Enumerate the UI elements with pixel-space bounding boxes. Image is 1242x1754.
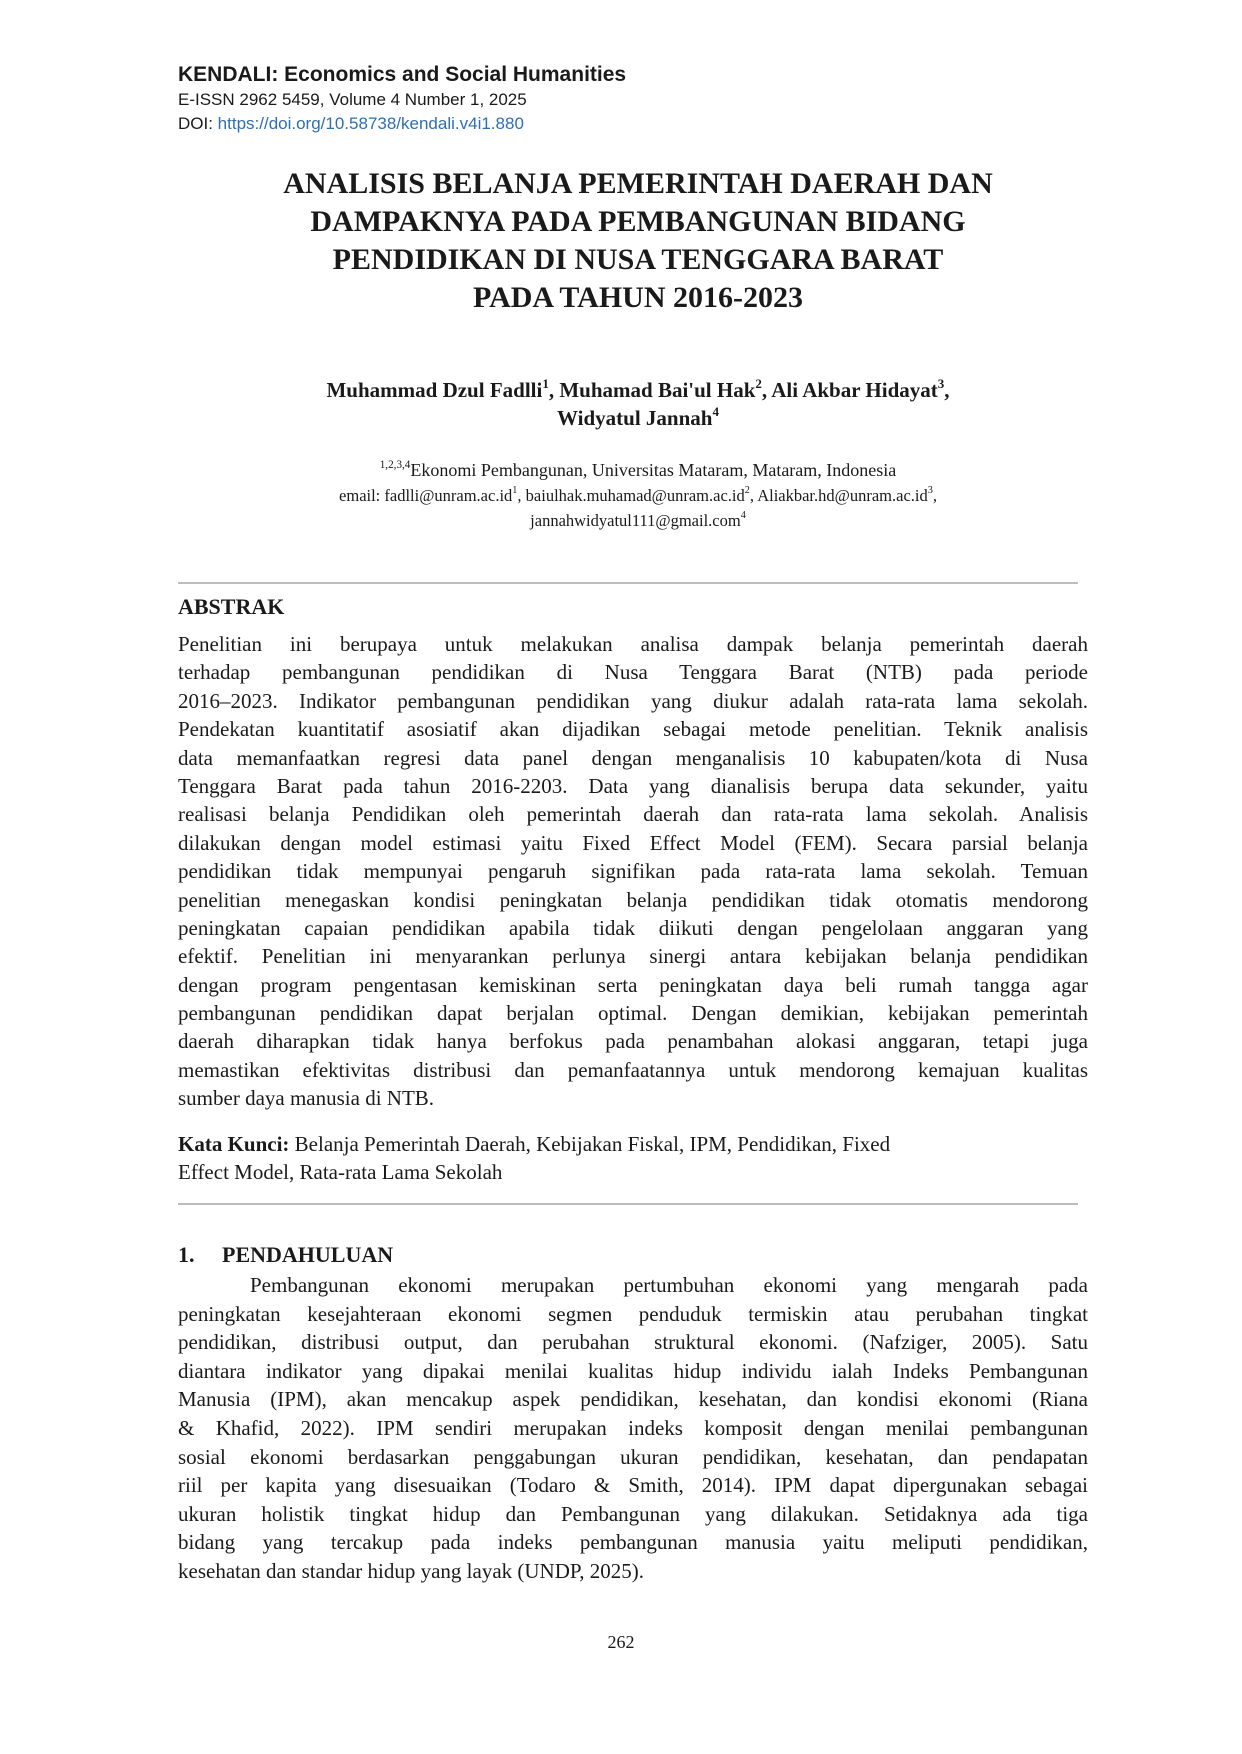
author-sup: 4 bbox=[712, 403, 719, 419]
abstract-line: daerah diharapkan tidak hanya berfokus pada penambahan alokasi anggaran, tetapi juga bbox=[178, 1029, 1088, 1054]
title-line: PENDIDIKAN DI NUSA TENGGARA BARAT bbox=[332, 243, 944, 276]
author-list bbox=[178, 376, 1098, 432]
affiliation-line bbox=[178, 458, 1098, 483]
author-name: Muhamad Bai'ul Hak bbox=[559, 378, 756, 402]
abstract-line: efektif. Penelitian ini menyarankan perlunya sinergi antara kebijakan belanja pendidikan bbox=[178, 944, 1088, 969]
body-line: sosial ekonomi berdasarkan penggabungan ukuran pendidikan, kesehatan, dan pendapatan bbox=[178, 1444, 1088, 1469]
section-number: 1. bbox=[178, 1242, 195, 1267]
keywords-line: Effect Model, Rata-rata Lama Sekolah bbox=[178, 1160, 503, 1184]
email-label: email: bbox=[339, 486, 385, 505]
body-line: pendidikan, distribusi output, dan perubahan struktural ekonomi. (Nafziger, 2005). Satu bbox=[178, 1330, 1088, 1355]
author-sep: , bbox=[944, 378, 950, 402]
affiliation-sup: 1,2,3,4 bbox=[379, 458, 411, 471]
journal-header bbox=[178, 62, 626, 136]
abstract-line: dengan program pengentasan kemiskinan serta peningkatan daya beli rumah tangga agar bbox=[178, 972, 1088, 997]
author-name: Ali Akbar Hidayat bbox=[771, 378, 938, 402]
journal-issn: E-ISSN 2962 5459, Volume 4 Number 1, 2025 bbox=[178, 90, 527, 109]
journal-doi bbox=[178, 112, 626, 136]
abstract-line: Tenggara Barat pada tahun 2016-2203. Data yang dianalisis berupa data sekunder, yaitu bbox=[178, 773, 1088, 798]
abstract-line: realisasi belanja Pendidikan oleh pemerintah daerah dan rata-rata lama sekolah. Analisis bbox=[178, 802, 1088, 827]
title-line: PADA TAHUN 2016-2023 bbox=[473, 281, 803, 314]
section-body bbox=[178, 1271, 1088, 1586]
email-sup: 4 bbox=[740, 510, 746, 522]
abstract-line: 2016–2023. Indikator pembangunan pendidikan yang diukur adalah rata-rata lama sekolah. bbox=[178, 688, 1088, 713]
page-number: 262 bbox=[607, 1632, 635, 1652]
abstract-line: memastikan efektivitas distribusi dan pemanfaatannya untuk mendorong kemajuan kualitas bbox=[178, 1057, 1088, 1082]
abstract-line: dilakukan dengan model estimasi yaitu Fixed Effect Model (FEM). Secara parsial belanja bbox=[178, 830, 1088, 855]
email-line bbox=[178, 508, 1098, 533]
doi-label: DOI: bbox=[178, 114, 218, 133]
author-sup: 2 bbox=[755, 375, 762, 391]
author-sup: 3 bbox=[937, 375, 945, 391]
body-line: Pembangunan ekonomi merupakan pertumbuhan ekonomi yang mengarah pada bbox=[250, 1273, 1088, 1297]
email-sup: 3 bbox=[927, 485, 933, 497]
author-name: Muhammad Dzul Fadlli bbox=[326, 378, 543, 402]
body-line: peningkatan kesejahteraan ekonomi segmen penduduk termiskin atau perubahan tingkat bbox=[178, 1301, 1088, 1326]
section-heading bbox=[178, 1242, 393, 1268]
author-sup: 1 bbox=[542, 375, 549, 391]
author-sep: , bbox=[761, 378, 772, 402]
body-line: diantara indikator yang dipakai menilai kualitas hidup individu ialah Indeks Pembangunan bbox=[178, 1358, 1088, 1383]
email-sep: , bbox=[932, 486, 937, 505]
email-sep: , bbox=[749, 486, 758, 505]
email-address[interactable]: Aliakbar.hd@unram.ac.id bbox=[757, 486, 928, 505]
abstract-line: pembangunan pendidikan dapat berjalan optimal. Dengan demikian, kebijakan pemerintah bbox=[178, 1001, 1088, 1026]
affiliation-block bbox=[178, 458, 1098, 533]
email-sup: 2 bbox=[744, 485, 750, 497]
email-sep: , bbox=[517, 486, 526, 505]
abstract-line: data memanfaatkan regresi data panel dengan menganalisis 10 kabupaten/kota di Nusa bbox=[178, 745, 1088, 770]
journal-name: KENDALI: Economics and Social Humanities bbox=[178, 63, 627, 86]
section-title: PENDAHULUAN bbox=[222, 1242, 394, 1267]
email-line bbox=[178, 483, 1098, 508]
abstract-line: terhadap pembangunan pendidikan di Nusa Tenggara Barat (NTB) pada periode bbox=[178, 660, 1088, 685]
author-line-1 bbox=[178, 376, 1098, 404]
body-line: & Khafid, 2022). IPM sendiri merupakan indeks komposit dengan menilai pembangunan bbox=[178, 1415, 1088, 1440]
doi-link[interactable]: https://doi.org/10.58738/kendali.v4i1.880 bbox=[217, 114, 524, 133]
abstract-line: sumber daya manusia di NTB. bbox=[178, 1086, 435, 1111]
abstract-line: pendidikan tidak mempunyai pengaruh signifikan pada rata-rata lama sekolah. Temuan bbox=[178, 859, 1088, 884]
body-line: Manusia (IPM), akan mencakup aspek pendidikan, kesehatan, dan kondisi ekonomi (Riana bbox=[178, 1387, 1088, 1412]
author-sep: , bbox=[548, 378, 560, 402]
abstract-line: Pendekatan kuantitatif asosiatif akan dijadikan sebagai metode penelitian. Teknik analisis bbox=[178, 717, 1088, 742]
title-line: DAMPAKNYA PADA PEMBANGUNAN BIDANG bbox=[310, 205, 966, 238]
paper-title bbox=[178, 165, 1098, 317]
email-sup: 1 bbox=[512, 485, 518, 497]
keywords-text: Belanja Pemerintah Daerah, Kebijakan Fiskal, IPM, Pendidikan, Fixed bbox=[289, 1132, 891, 1156]
author-name: Widyatul Jannah bbox=[557, 406, 713, 430]
affiliation-text: Ekonomi Pembangunan, Universitas Mataram, Mataram, Indonesia bbox=[410, 460, 897, 480]
email-address[interactable]: baiulhak.muhamad@unram.ac.id bbox=[525, 486, 745, 505]
keywords bbox=[178, 1130, 1088, 1186]
abstract-body bbox=[178, 630, 1088, 1113]
title-line: ANALISIS BELANJA PEMERINTAH DAERAH DAN bbox=[283, 167, 993, 200]
divider bbox=[178, 1203, 1078, 1205]
body-line: riil per kapita yang disesuaikan (Todaro & Smith, 2014). IPM dapat dipergunakan sebagai bbox=[178, 1473, 1088, 1498]
body-line: ukuran holistik tingkat hidup dan Pembangunan yang dilakukan. Setidaknya ada tiga bbox=[178, 1501, 1088, 1526]
email-address[interactable]: fadlli@unram.ac.id bbox=[384, 486, 513, 505]
email-address[interactable]: jannahwidyatul111@gmail.com bbox=[530, 511, 741, 530]
abstract-line: Penelitian ini berupaya untuk melakukan analisa dampak belanja pemerintah daerah bbox=[178, 632, 1088, 656]
abstract-line: penelitian menegaskan kondisi peningkatan belanja pendidikan tidak otomatis mendorong bbox=[178, 887, 1088, 912]
body-line: kesehatan dan standar hidup yang layak (UNDP, 2025). bbox=[178, 1558, 644, 1583]
abstract-heading: ABSTRAK bbox=[178, 594, 285, 619]
keywords-label: Kata Kunci: bbox=[178, 1132, 290, 1156]
body-line: bidang yang tercakup pada indeks pembangunan manusia yaitu meliputi pendidikan, bbox=[178, 1530, 1088, 1555]
divider bbox=[178, 582, 1078, 584]
abstract-line: peningkatan capaian pendidikan apabila tidak diikuti dengan pengelolaan anggaran yang bbox=[178, 915, 1088, 940]
author-line-2 bbox=[178, 404, 1098, 432]
keywords-line bbox=[178, 1130, 1088, 1158]
